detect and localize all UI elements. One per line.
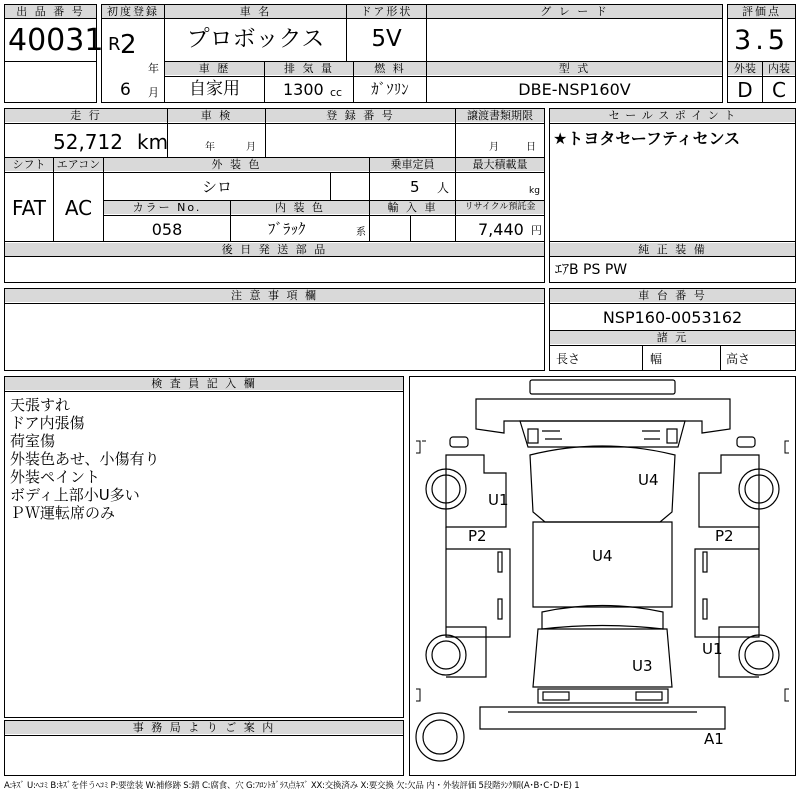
dims-label: 諸 元 <box>550 331 795 344</box>
model-label: 型 式 <box>427 62 722 75</box>
recycle-unit: 円 <box>531 224 542 237</box>
inspector-remarks <box>10 396 160 522</box>
transfer-month-unit: 月 <box>489 142 499 153</box>
lot-number: 40031 <box>8 23 104 58</box>
history-value: 自家用 <box>189 79 240 99</box>
mileage-unit: km <box>137 130 169 154</box>
max-load-unit: kg <box>529 186 540 196</box>
ac-label: エアコン <box>54 158 103 171</box>
mark-u3: U3 <box>632 657 653 675</box>
first-reg-year: 2 <box>120 30 137 60</box>
int-color-value: ﾌﾞﾗｯｸ <box>268 220 306 238</box>
remark-line: ボディ上部小U多い <box>10 486 140 504</box>
equipment-label: 純 正 装 備 <box>550 243 795 256</box>
exterior-label: 外装 <box>728 62 762 75</box>
damage-legend: A:ｷｽﾞ U:ﾍｺﾐ B:ｷｽﾞを伴うﾍｺﾐ P:要塗装 W:補修跡 S:錆 C:腐食、穴 G:ﾌﾛﾝﾄｶﾞﾗｽ点ｷｽﾞ XX:交換済み X:要交換 欠:欠品 内・外装評価 5段階ﾗﾝｸ順(A･B･C･D･E) 1 <box>4 781 580 791</box>
capacity-label: 乗車定員 <box>370 158 455 171</box>
first-reg-month: 6 <box>120 80 131 100</box>
remark-line: 外装色あせ、小傷有り <box>10 450 160 468</box>
grade-label: グ レ ー ド <box>427 5 722 18</box>
interior-label: 内装 <box>763 62 795 75</box>
car-name-label: 車 名 <box>165 5 346 18</box>
inspection-label: 車 検 <box>168 109 265 122</box>
sales-point-label: セ ー ル ス ポ イ ン ト <box>550 109 795 122</box>
mark-u4-center: U4 <box>592 547 613 565</box>
reg-no-label: 登 録 番 号 <box>266 109 455 122</box>
month-unit: 月 <box>148 86 159 99</box>
office-label: 事 務 局 よ り ご 案 内 <box>5 721 403 734</box>
displacement-unit: cc <box>330 86 343 99</box>
mark-u1-left: U1 <box>488 491 509 509</box>
door-value: 5V <box>371 26 402 52</box>
history-label: 車 歴 <box>165 62 264 75</box>
score-value: 3.5 <box>734 25 789 56</box>
door-label: ドア形状 <box>347 5 426 18</box>
color-no-value: 058 <box>151 220 183 239</box>
lot-label: 出 品 番 号 <box>5 5 96 18</box>
mark-a1: A1 <box>704 730 724 748</box>
recycle-value: 7,440 <box>478 220 524 239</box>
int-color-label: 内 装 色 <box>231 201 369 214</box>
mark-p2-right: P2 <box>715 527 734 545</box>
shift-label: シフト <box>5 158 53 171</box>
height-label: 高さ <box>726 352 751 366</box>
int-color-suffix: 系 <box>356 227 366 238</box>
fuel-value: ｶﾞｿﾘﾝ <box>371 80 409 98</box>
recycle-label: リサイクル預託金 <box>456 201 544 214</box>
capacity-unit: 人 <box>437 181 450 195</box>
width-label: 幅 <box>650 352 663 366</box>
mark-u1-right: U1 <box>702 640 723 658</box>
fuel-label: 燃 料 <box>354 62 426 75</box>
ext-color-value: シロ <box>201 178 232 196</box>
displacement-label: 排 気 量 <box>265 62 353 75</box>
mark-u4-top: U4 <box>638 471 659 489</box>
model-value: DBE-NSP160V <box>518 80 631 99</box>
remark-line: 天張すれ <box>10 396 71 414</box>
inspector-label: 検 査 員 記 入 欄 <box>5 377 403 390</box>
sales-point-value: ★トヨタセーフティセンス <box>553 129 741 148</box>
remark-line: 外装ペイント <box>10 468 101 486</box>
length-label: 長さ <box>556 352 581 366</box>
mileage-label: 走 行 <box>5 109 167 122</box>
era-value: R <box>108 34 121 55</box>
car-name-value: プロボックス <box>186 26 325 52</box>
import-label: 輸 入 車 <box>370 201 455 214</box>
mileage-value: 52,712 <box>53 130 123 154</box>
remark-line: ドア内張傷 <box>10 414 85 432</box>
remark-line: 荷室傷 <box>10 432 56 450</box>
interior-score: C <box>772 78 786 102</box>
ac-value: AC <box>64 196 93 220</box>
equipment-value: ｴｱB PS PW <box>555 262 628 278</box>
shift-value: FAT <box>11 196 46 220</box>
displacement-value: 1300 <box>283 80 324 99</box>
capacity-value: 5 <box>410 178 420 196</box>
transfer-day-unit: 日 <box>526 142 536 153</box>
inspection-year-unit: 年 <box>205 142 215 153</box>
year-unit: 年 <box>148 62 159 75</box>
later-parts-label: 後 日 発 送 部 品 <box>5 243 544 256</box>
color-no-label: カラー No. <box>104 201 230 214</box>
chassis-value: NSP160-0053162 <box>602 308 743 327</box>
exterior-score: D <box>737 78 753 102</box>
notes-label: 注 意 事 項 欄 <box>5 289 544 302</box>
max-load-label: 最大積載量 <box>456 158 544 171</box>
score-label: 評価点 <box>728 5 795 18</box>
ext-color-label: 外 装 色 <box>104 158 369 171</box>
car-damage-diagram <box>410 377 795 775</box>
remark-line: ＰＷ運転席のみ <box>10 504 116 522</box>
mark-p2-left: P2 <box>468 527 487 545</box>
transfer-label: 譲渡書類期限 <box>456 109 544 122</box>
first-reg-label: 初度登録 <box>102 5 164 18</box>
inspection-month-unit: 月 <box>246 142 256 153</box>
chassis-label: 車 台 番 号 <box>550 289 795 302</box>
